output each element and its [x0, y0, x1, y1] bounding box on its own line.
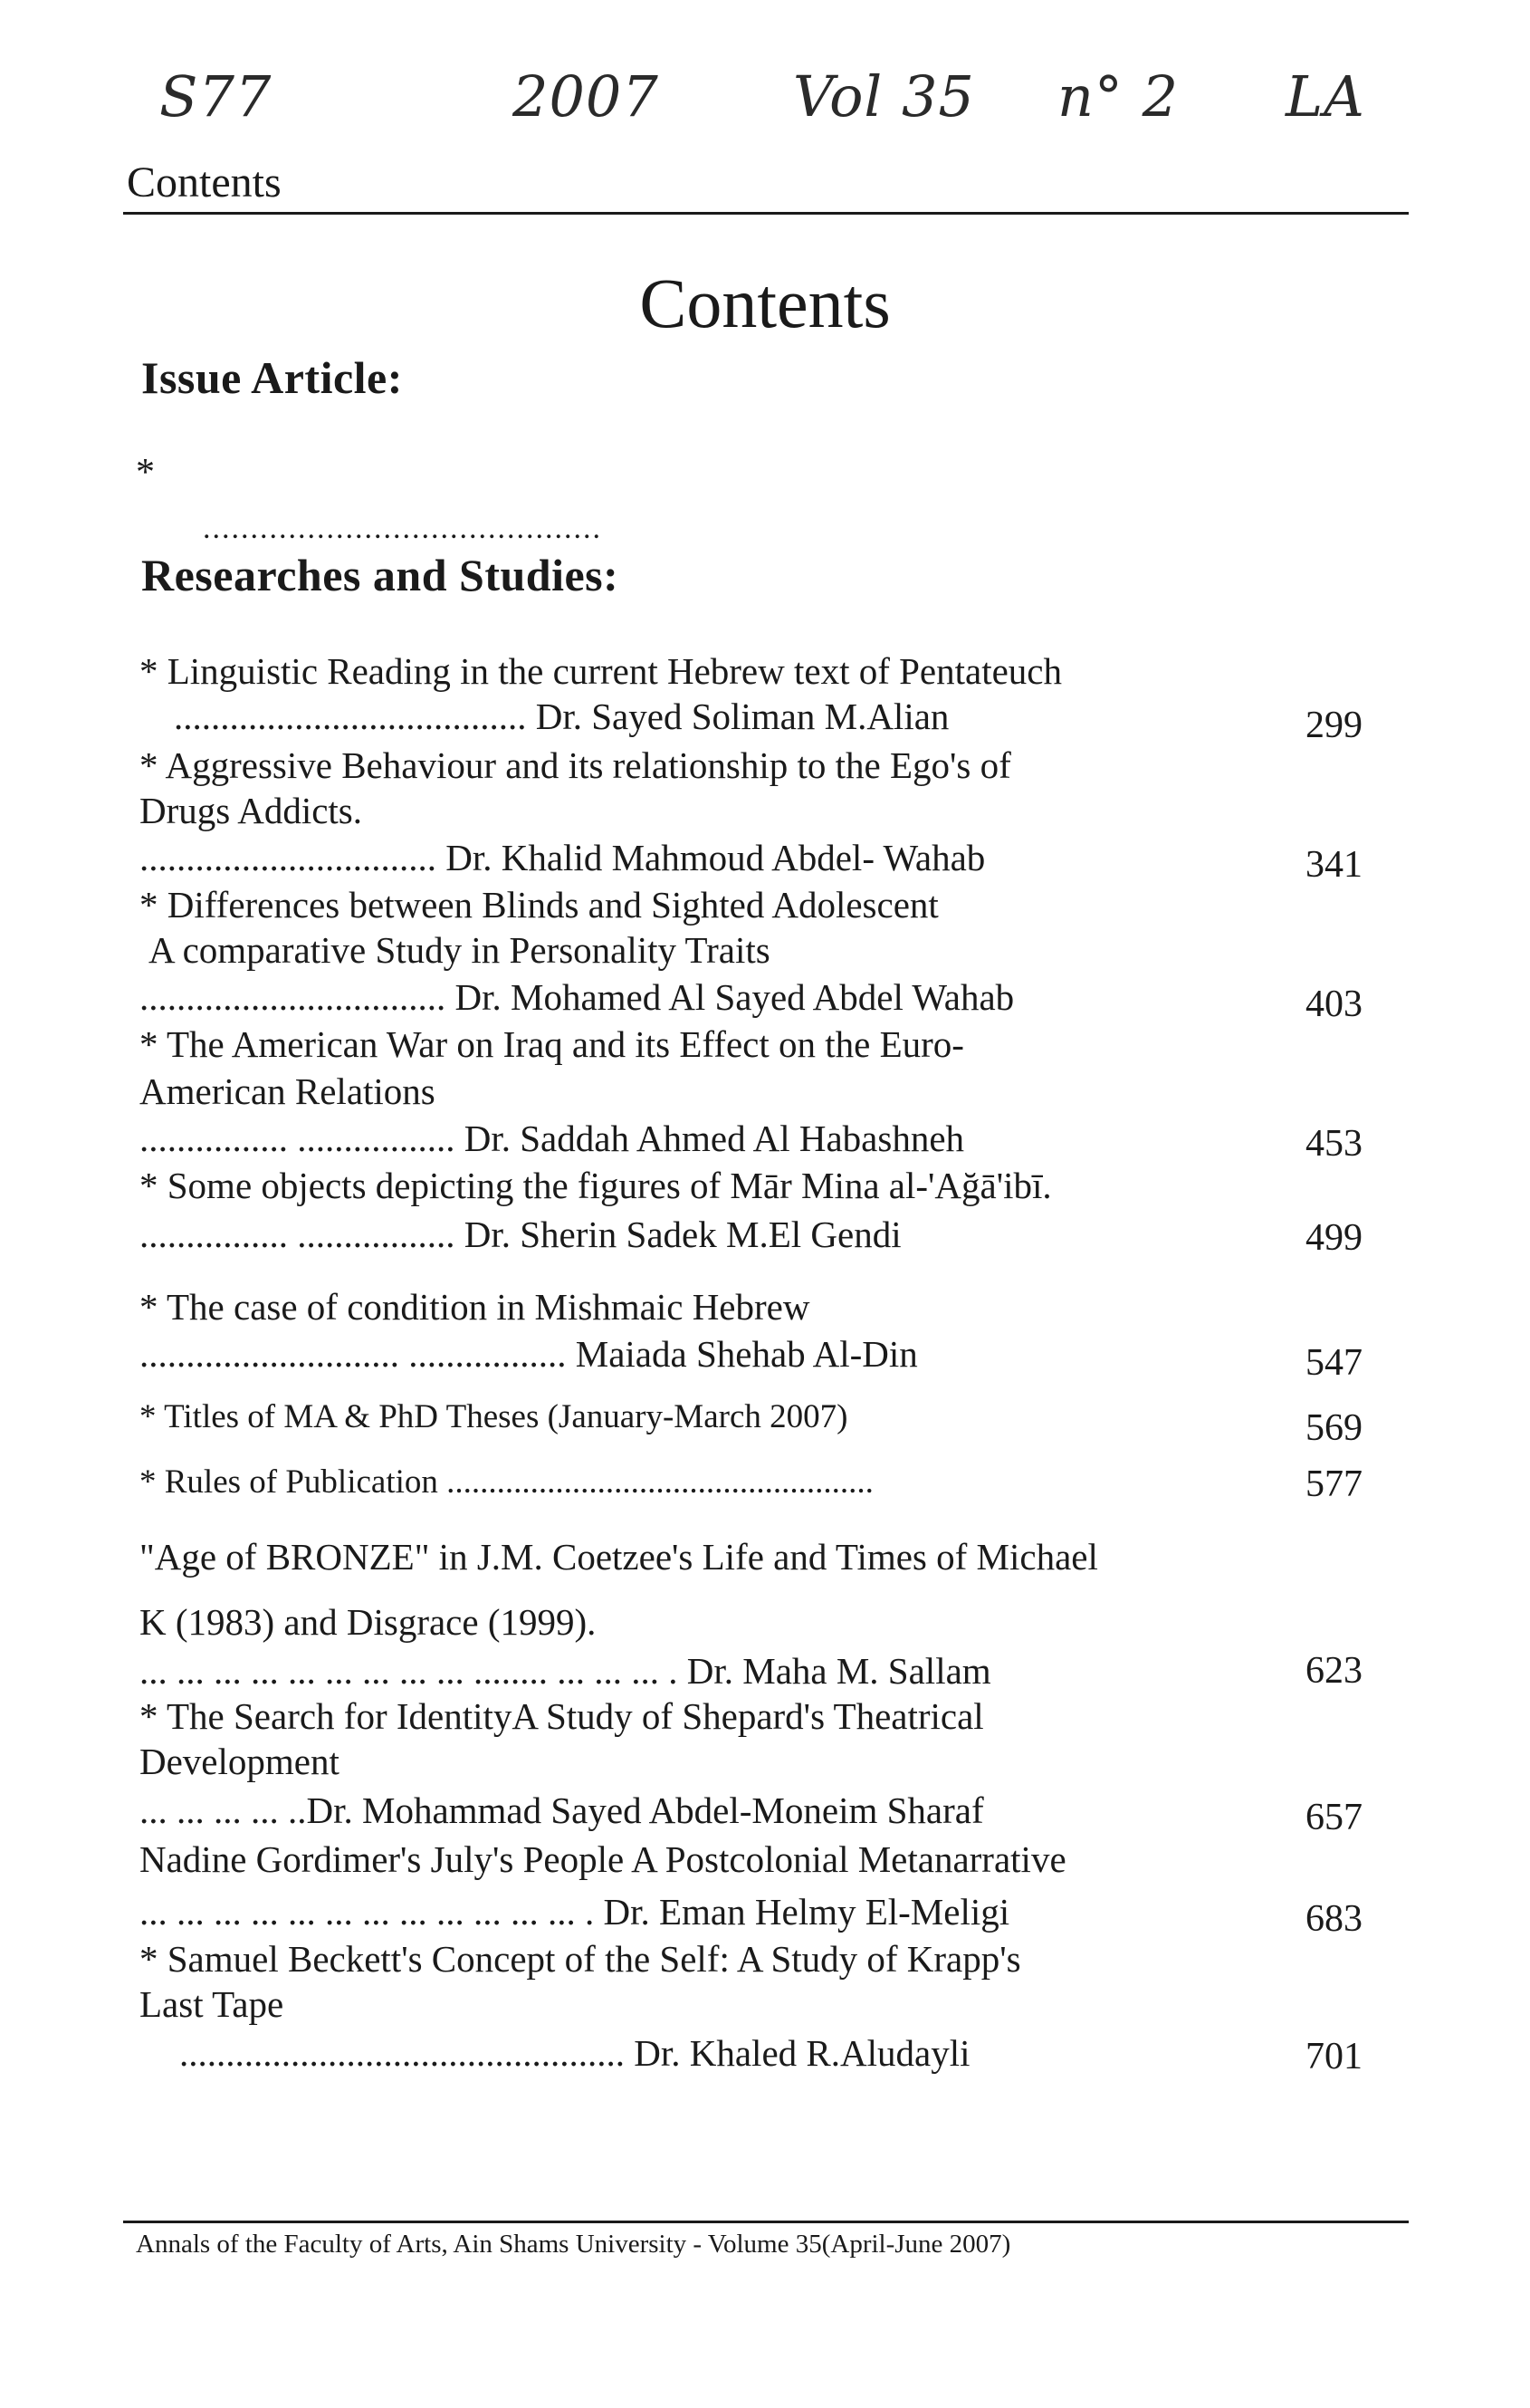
entry-title-line: American Relations — [139, 1070, 435, 1112]
entry-title-line: * Aggressive Behaviour and its relationship to the Ego's of — [139, 744, 1011, 786]
entry-page-number: 683 — [1305, 1898, 1363, 1940]
entry-title-line: "Age of BRONZE" in J.M. Coetzee's Life and Times of Michael — [139, 1536, 1098, 1578]
handwritten-note: 2007 — [512, 63, 659, 130]
header-rule — [123, 212, 1409, 215]
entry-title-line: Development — [139, 1741, 339, 1782]
entry-page-number: 569 — [1305, 1407, 1363, 1449]
entry-title-line: * Samuel Beckett's Concept of the Self: A Study of Krapp's — [139, 1938, 1021, 1980]
handwritten-note: LA — [1286, 63, 1365, 130]
entry-page-number: 403 — [1305, 983, 1363, 1025]
entry-title-line: * Linguistic Reading in the current Hebrew text of Pentateuch — [139, 650, 1062, 692]
entry-page-number: 657 — [1305, 1797, 1363, 1838]
entry-author-line: ................ ................. Dr. Sherin Sadek M.El Gendi — [139, 1214, 902, 1255]
entry-title-line: K (1983) and Disgrace (1999). — [139, 1601, 597, 1643]
researches-heading: Researches and Studies: — [141, 550, 619, 600]
footer-rule — [123, 2221, 1409, 2223]
handwritten-note: Vol 35 — [793, 63, 975, 130]
entry-title-line: Nadine Gordimer's July's People A Postcolonial Metanarrative — [139, 1838, 1066, 1880]
entry-title-line: * Titles of MA & PhD Theses (January-March 2007) — [139, 1398, 848, 1435]
entry-page-number: 453 — [1305, 1123, 1363, 1165]
entry-page-number: 341 — [1305, 844, 1363, 886]
entry-author-line: ............................ ................. Maiada Shehab Al-Din — [139, 1333, 918, 1375]
entry-title-line: A comparative Study in Personality Traits — [148, 929, 770, 971]
entry-title-line: * The Search for IdentityA Study of Shepard's Theatrical — [139, 1695, 984, 1737]
entry-page-number: 577 — [1305, 1463, 1363, 1505]
entry-title-line: * The case of condition in Mishmaic Hebrew — [139, 1286, 810, 1328]
entry-author-line: ................................. Dr. Mohamed Al Sayed Abdel Wahab — [139, 976, 1015, 1018]
entry-page-number: 547 — [1305, 1342, 1363, 1384]
handwritten-note: n° 2 — [1057, 63, 1180, 130]
running-head: Contents — [127, 158, 282, 206]
entry-page-number: 499 — [1305, 1217, 1363, 1259]
issue-asterisk: * — [136, 452, 155, 494]
entry-author-line: ................................................ Dr. Khaled R.Aludayli — [179, 2032, 971, 2074]
entry-author-line: ... ... ... ... ..Dr. Mohammad Sayed Abdel-Moneim Sharaf — [139, 1789, 984, 1831]
page-footer: Annals of the Faculty of Arts, Ain Shams University - Volume 35(April-June 2007) — [136, 2230, 1011, 2259]
issue-dot-leader: .......................................... — [203, 512, 602, 545]
issue-article-heading: Issue Article: — [141, 352, 403, 403]
entry-title-line: Drugs Addicts. — [139, 790, 362, 831]
handwritten-note: S77 — [159, 63, 273, 130]
entry-author-line: ... ... ... ... ... ... ... ... ... ... ... ... . Dr. Eman Helmy El-Meligi — [139, 1891, 1010, 1933]
entry-title-line: * The American War on Iraq and its Effect on the Euro- — [139, 1023, 964, 1065]
entry-title-line: * Differences between Blinds and Sighted Adolescent — [139, 884, 939, 926]
entry-page-number: 299 — [1305, 705, 1363, 746]
entry-author-line: ... ... ... ... ... ... ... ... ... ........ ... ... ... . Dr. Maha M. Sallam — [139, 1650, 991, 1692]
entry-page-number: 701 — [1305, 2036, 1363, 2077]
entry-author-line: ...................................... Dr. Sayed Soliman M.Alian — [174, 696, 950, 737]
entry-page-number: 623 — [1305, 1650, 1363, 1692]
page-title: Contents — [639, 264, 891, 342]
entry-title-line: * Some objects depicting the figures of Mār Mina al-'Ağā'ibī. — [139, 1165, 1052, 1206]
entry-title-line: Last Tape — [139, 1983, 284, 2025]
entry-author-line: ................ ................. Dr. Saddah Ahmed Al Habashneh — [139, 1118, 965, 1159]
entry-title-line: * Rules of Publication ................................................... — [139, 1463, 874, 1501]
entry-author-line: ................................ Dr. Khalid Mahmoud Abdel- Wahab — [139, 837, 986, 878]
